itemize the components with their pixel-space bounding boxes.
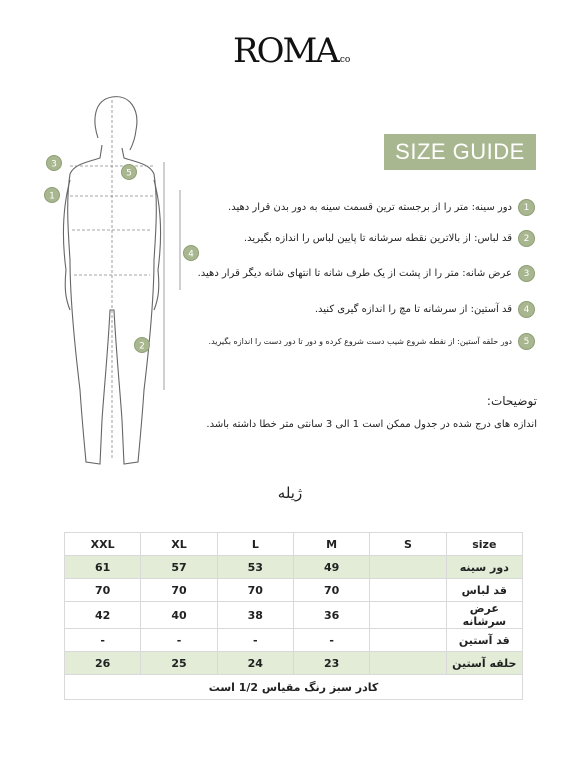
instruction-text: دور سینه: متر را از برجسته ترین قسمت سینه به دور بدن قرار دهید.	[228, 202, 512, 213]
marker-5	[122, 165, 137, 180]
instruction-number: 1	[518, 199, 535, 216]
instruction-text: عرض شانه: متر را از پشت از یک طرف شانه تا انتهای شانه دیگر قرار دهید.	[197, 268, 512, 279]
instruction-shoulder	[198, 265, 535, 282]
header-cell: XXL	[65, 533, 141, 556]
notes-text: اندازه های درج شده در جدول ممکن است 1 الی 3 سانتی متر خطا داشته باشد.	[206, 419, 537, 430]
table-footer: کادر سبز رنگ مقیاس 1/2 است	[65, 675, 523, 700]
brand-logo	[233, 31, 351, 71]
table-cell	[370, 579, 446, 602]
row-label: قد لباس	[446, 579, 522, 602]
table-cell: 49	[293, 556, 369, 579]
svg-text:2: 2	[139, 341, 145, 352]
svg-text:5: 5	[126, 168, 132, 179]
svg-text:4: 4	[188, 249, 194, 260]
instruction-number: 2	[518, 230, 535, 247]
row-label: حلقه آستین	[446, 652, 522, 675]
instruction-length	[244, 230, 535, 247]
size-guide-banner: SIZE GUIDE	[384, 134, 536, 170]
instruction-number: 4	[518, 301, 535, 318]
body-measurement-figure	[40, 90, 200, 470]
table-cell: 70	[141, 579, 217, 602]
row-label: قد آستین	[446, 629, 522, 652]
table-cell: 42	[65, 602, 141, 629]
instruction-text: قد لباس: از بالاترین نقطه سرشانه تا پایین لباس را اندازه بگیرید.	[243, 233, 512, 244]
size-table	[64, 532, 523, 700]
table-cell: 53	[217, 556, 293, 579]
marker-2	[135, 338, 150, 353]
instruction-text: دور حلقه آستین: از نقطه شروع شیب دست شروع کرده و دور تا دور دست را اندازه بگیرید.	[208, 337, 512, 346]
table-cell: 61	[65, 556, 141, 579]
table-row	[65, 602, 523, 629]
notes-title: توضیحات:	[486, 394, 537, 408]
table-cell	[370, 629, 446, 652]
table-cell: -	[65, 629, 141, 652]
instruction-number: 5	[518, 333, 535, 350]
table-title: ژیله	[277, 484, 303, 502]
table-cell: 25	[141, 652, 217, 675]
header-cell: XL	[141, 533, 217, 556]
table-cell: 70	[293, 579, 369, 602]
svg-text:1: 1	[49, 191, 55, 202]
header-cell: L	[217, 533, 293, 556]
table-cell	[370, 602, 446, 629]
table-row	[65, 556, 523, 579]
table-cell: 26	[65, 652, 141, 675]
header-cell: M	[293, 533, 369, 556]
table-row	[65, 652, 523, 675]
table-cell	[370, 556, 446, 579]
marker-1	[45, 188, 60, 203]
marker-3	[47, 156, 62, 171]
table-cell: 70	[217, 579, 293, 602]
row-label: عرض سرشانه	[446, 602, 522, 629]
brand-name: ROMA	[233, 31, 338, 71]
table-cell: 70	[65, 579, 141, 602]
header-cell: S	[370, 533, 446, 556]
table-cell: -	[141, 629, 217, 652]
table-footer-row	[65, 675, 523, 700]
table-cell: -	[293, 629, 369, 652]
instruction-chest	[228, 199, 535, 216]
table-cell: -	[217, 629, 293, 652]
table-header-row	[65, 533, 523, 556]
table-cell: 23	[293, 652, 369, 675]
row-label: دور سینه	[446, 556, 522, 579]
instruction-sleeve-length	[315, 301, 535, 318]
instruction-text: قد آستین: از سرشانه تا مچ را اندازه گیری کنید.	[314, 304, 512, 315]
header-cell: size	[446, 533, 522, 556]
table-cell	[370, 652, 446, 675]
table-row	[65, 579, 523, 602]
table-cell: 36	[293, 602, 369, 629]
table-cell: 40	[141, 602, 217, 629]
instruction-number: 3	[518, 265, 535, 282]
figure-head	[95, 97, 137, 150]
table-cell: 57	[141, 556, 217, 579]
marker-4	[184, 246, 199, 261]
brand-suffix: co	[339, 55, 351, 65]
table-cell: 38	[217, 602, 293, 629]
svg-text:3: 3	[51, 159, 57, 170]
table-row	[65, 629, 523, 652]
instruction-armhole	[209, 333, 535, 350]
table-cell: 24	[217, 652, 293, 675]
